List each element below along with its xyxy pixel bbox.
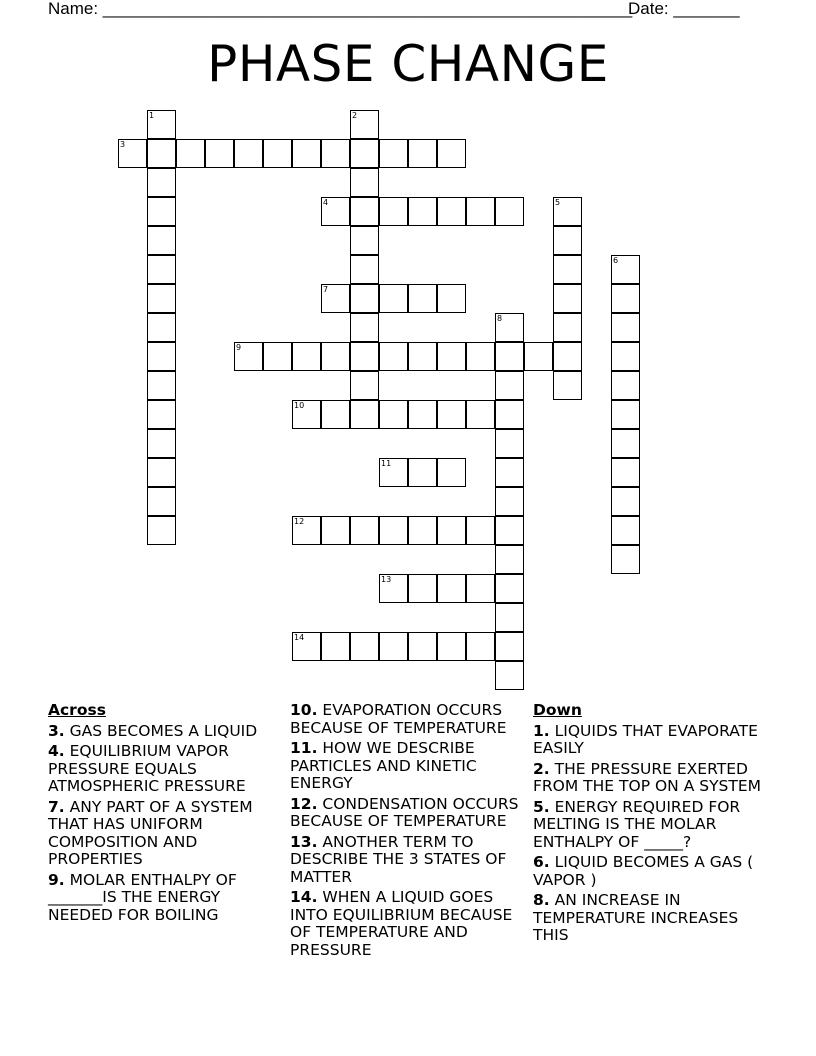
crossword-cell[interactable] — [234, 139, 263, 168]
clue-number: 13. — [290, 832, 318, 851]
crossword-cell[interactable] — [611, 516, 640, 545]
crossword-cell[interactable] — [292, 139, 321, 168]
crossword-cell[interactable] — [350, 197, 379, 226]
crossword-cell[interactable] — [292, 632, 321, 661]
clues-column-2 — [290, 702, 522, 962]
crossword-cell[interactable] — [379, 574, 408, 603]
crossword-cell[interactable] — [437, 632, 466, 661]
down-heading: Down — [533, 701, 582, 719]
puzzle-title: PHASE CHANGE — [207, 35, 609, 93]
crossword-cell[interactable] — [147, 139, 176, 168]
crossword-cell[interactable] — [147, 429, 176, 458]
crossword-cell[interactable] — [495, 603, 524, 632]
crossword-cell[interactable] — [495, 487, 524, 516]
crossword-cell[interactable] — [147, 400, 176, 429]
across-heading: Across — [48, 701, 106, 719]
clue-number-label: 3 — [120, 140, 126, 149]
clue-across-10 — [290, 702, 522, 737]
clue-number-label: 13 — [381, 575, 392, 584]
clue-text: AN INCREASE IN TEMPERATURE INCREASES THIS — [533, 891, 739, 944]
crossword-cell[interactable] — [176, 139, 205, 168]
crossword-cell[interactable] — [408, 342, 437, 371]
clue-number: 7. — [48, 797, 65, 816]
clue-down-2 — [533, 761, 765, 796]
crossword-cell[interactable] — [350, 168, 379, 197]
clue-number: 9. — [48, 870, 65, 889]
crossword-cell[interactable] — [408, 197, 437, 226]
crossword-cell[interactable] — [147, 255, 176, 284]
clue-number-label: 14 — [294, 633, 305, 642]
crossword-cell[interactable] — [147, 342, 176, 371]
clue-number-label: 6 — [613, 256, 619, 265]
crossword-cell[interactable] — [205, 139, 234, 168]
crossword-cell[interactable] — [408, 400, 437, 429]
clue-text: EQUILIBRIUM VAPOR PRESSURE EQUALS ATMOSPHERIC PRESSURE — [48, 742, 246, 795]
crossword-cell[interactable] — [147, 458, 176, 487]
crossword-cell[interactable] — [466, 400, 495, 429]
crossword-cell[interactable] — [147, 313, 176, 342]
clue-across-13 — [290, 834, 522, 887]
crossword-cell[interactable] — [437, 342, 466, 371]
clue-number-label: 11 — [381, 459, 392, 468]
crossword-cell[interactable] — [321, 632, 350, 661]
crossword-cell[interactable] — [234, 342, 263, 371]
crossword-cell[interactable] — [350, 313, 379, 342]
crossword-cell[interactable] — [379, 284, 408, 313]
crossword-cell[interactable] — [466, 632, 495, 661]
crossword-cell[interactable] — [553, 342, 582, 371]
crossword-cell[interactable] — [147, 487, 176, 516]
clue-number: 1. — [533, 721, 550, 740]
crossword-cell[interactable] — [408, 458, 437, 487]
crossword-cell[interactable] — [495, 545, 524, 574]
crossword-cell[interactable] — [350, 139, 379, 168]
clue-down-8 — [533, 892, 765, 945]
crossword-cell[interactable] — [437, 458, 466, 487]
crossword-cell[interactable] — [437, 400, 466, 429]
clue-number-label: 4 — [323, 198, 329, 207]
crossword-cell[interactable] — [408, 632, 437, 661]
crossword-cell[interactable] — [147, 197, 176, 226]
clue-down-1 — [533, 723, 765, 758]
crossword-cell[interactable] — [524, 342, 553, 371]
crossword-cell[interactable] — [263, 139, 292, 168]
crossword-cell[interactable] — [321, 139, 350, 168]
clue-number-label: 10 — [294, 401, 305, 410]
crossword-cell[interactable] — [321, 400, 350, 429]
crossword-cell[interactable] — [611, 429, 640, 458]
clue-text: MOLAR ENTHALPY OF _______IS THE ENERGY NEEDED FOR BOILING — [48, 870, 237, 924]
crossword-cell[interactable] — [437, 284, 466, 313]
crossword-cell[interactable] — [379, 139, 408, 168]
clue-number: 10. — [290, 701, 318, 719]
name-label: Name: ________________________________________________________ — [48, 0, 633, 18]
crossword-cell[interactable] — [350, 342, 379, 371]
crossword-cell[interactable] — [611, 284, 640, 313]
crossword-cell[interactable] — [321, 342, 350, 371]
crossword-cell[interactable] — [553, 284, 582, 313]
clue-number: 14. — [290, 888, 318, 906]
clue-number-label: 2 — [352, 111, 358, 120]
crossword-cell[interactable] — [408, 284, 437, 313]
crossword-cell[interactable] — [553, 371, 582, 400]
crossword-cell[interactable] — [321, 197, 350, 226]
crossword-cell[interactable] — [147, 516, 176, 545]
clue-text: HOW WE DESCRIBE PARTICLES AND KINETIC ENERGY — [290, 739, 477, 792]
clue-number: 5. — [533, 797, 550, 816]
crossword-cell[interactable] — [379, 458, 408, 487]
crossword-cell[interactable] — [408, 574, 437, 603]
crossword-cell[interactable] — [408, 139, 437, 168]
clue-number-label: 1 — [149, 111, 155, 120]
crossword-cell[interactable] — [350, 255, 379, 284]
clue-text: LIQUID BECOMES A GAS ( VAPOR ) — [533, 853, 754, 889]
crossword-cell[interactable] — [466, 342, 495, 371]
crossword-cell[interactable] — [350, 400, 379, 429]
clue-number: 6. — [533, 853, 550, 871]
clue-across-7 — [48, 799, 280, 869]
clue-text: ANY PART OF A SYSTEM THAT HAS UNIFORM COMPOSITION AND PROPERTIES — [48, 797, 253, 868]
crossword-cell[interactable] — [437, 139, 466, 168]
crossword-cell[interactable] — [553, 226, 582, 255]
date-label: Date: _______ — [628, 0, 740, 18]
clue-number: 2. — [533, 759, 550, 778]
crossword-cell[interactable] — [611, 458, 640, 487]
crossword-cell[interactable] — [466, 197, 495, 226]
crossword-cell[interactable] — [147, 168, 176, 197]
crossword-cell[interactable] — [118, 139, 147, 168]
crossword-cell[interactable] — [147, 284, 176, 313]
crossword-cell[interactable] — [379, 197, 408, 226]
crossword-cell[interactable] — [321, 284, 350, 313]
clue-number: 3. — [48, 721, 65, 740]
crossword-cell[interactable] — [263, 342, 292, 371]
clue-text: THE PRESSURE EXERTED FROM THE TOP ON A SYSTEM — [533, 759, 762, 795]
clue-number-label: 8 — [497, 314, 503, 323]
crossword-cell[interactable] — [495, 313, 524, 342]
clue-number-label: 7 — [323, 285, 329, 294]
clues-column-1 — [48, 702, 280, 927]
clue-text: WHEN A LIQUID GOES INTO EQUILIBRIUM BECAUSE OF TEMPERATURE AND PRESSURE — [290, 888, 513, 959]
crossword-cell[interactable] — [408, 516, 437, 545]
clue-text: LIQUIDS THAT EVAPORATE EASILY — [533, 721, 758, 757]
crossword-cell[interactable] — [350, 632, 379, 661]
clue-number-label: 12 — [294, 517, 305, 526]
crossword-cell[interactable] — [611, 545, 640, 574]
clue-number: 8. — [533, 891, 550, 909]
crossword-cell[interactable] — [350, 226, 379, 255]
crossword-cell[interactable] — [495, 574, 524, 603]
crossword-cell[interactable] — [379, 516, 408, 545]
clue-across-14 — [290, 889, 522, 959]
crossword-cell[interactable] — [611, 313, 640, 342]
crossword-cell[interactable] — [495, 400, 524, 429]
crossword-cell[interactable] — [495, 429, 524, 458]
crossword-cell[interactable] — [350, 371, 379, 400]
clue-across-12 — [290, 796, 522, 831]
crossword-cell[interactable] — [437, 197, 466, 226]
crossword-cell[interactable] — [611, 400, 640, 429]
crossword-cell[interactable] — [611, 487, 640, 516]
clue-number-label: 9 — [236, 343, 242, 352]
crossword-cell[interactable] — [611, 255, 640, 284]
crossword-cell[interactable] — [379, 632, 408, 661]
clue-across-11 — [290, 740, 522, 793]
clue-across-9 — [48, 872, 280, 925]
crossword-cell[interactable] — [379, 400, 408, 429]
clue-number: 4. — [48, 742, 65, 760]
crossword-cell[interactable] — [379, 342, 408, 371]
crossword-cell[interactable] — [350, 110, 379, 139]
crossword-cell[interactable] — [321, 516, 350, 545]
crossword-cell[interactable] — [437, 574, 466, 603]
crossword-cell[interactable] — [495, 661, 524, 690]
crossword-cell[interactable] — [437, 516, 466, 545]
clue-number: 11. — [290, 739, 318, 757]
crossword-cell[interactable] — [292, 342, 321, 371]
crossword-cell[interactable] — [147, 110, 176, 139]
crossword-cell[interactable] — [466, 516, 495, 545]
clue-down-6 — [533, 854, 765, 889]
crossword-cell[interactable] — [495, 371, 524, 400]
crossword-cell[interactable] — [350, 516, 379, 545]
clue-down-5 — [533, 799, 765, 852]
clue-text: CONDENSATION OCCURS BECAUSE OF TEMPERATURE — [290, 794, 519, 830]
clue-number-label: 5 — [555, 198, 561, 207]
crossword-cell[interactable] — [553, 313, 582, 342]
clue-across-4 — [48, 743, 280, 796]
crossword-cell[interactable] — [495, 458, 524, 487]
crossword-cell[interactable] — [495, 197, 524, 226]
crossword-cell[interactable] — [147, 226, 176, 255]
crossword-cell[interactable] — [495, 632, 524, 661]
clue-text: ENERGY REQUIRED FOR MELTING IS THE MOLAR ENTHALPY OF _____? — [533, 797, 741, 851]
crossword-cell[interactable] — [495, 516, 524, 545]
clue-text: EVAPORATION OCCURS BECAUSE OF TEMPERATURE — [290, 701, 507, 737]
crossword-cell[interactable] — [553, 255, 582, 284]
crossword-cell[interactable] — [611, 342, 640, 371]
crossword-cell[interactable] — [466, 574, 495, 603]
crossword-cell[interactable] — [611, 371, 640, 400]
crossword-cell[interactable] — [350, 284, 379, 313]
crossword-cell[interactable] — [292, 516, 321, 545]
clue-number: 12. — [290, 794, 318, 813]
crossword-cell[interactable] — [495, 342, 524, 371]
crossword-cell[interactable] — [553, 197, 582, 226]
clue-text: GAS BECOMES A LIQUID — [69, 721, 258, 740]
crossword-cell[interactable] — [147, 371, 176, 400]
clue-text: ANOTHER TERM TO DESCRIBE THE 3 STATES OF MATTER — [290, 832, 507, 886]
crossword-cell[interactable] — [292, 400, 321, 429]
clue-across-3 — [48, 723, 280, 741]
clues-column-3 — [533, 702, 765, 948]
